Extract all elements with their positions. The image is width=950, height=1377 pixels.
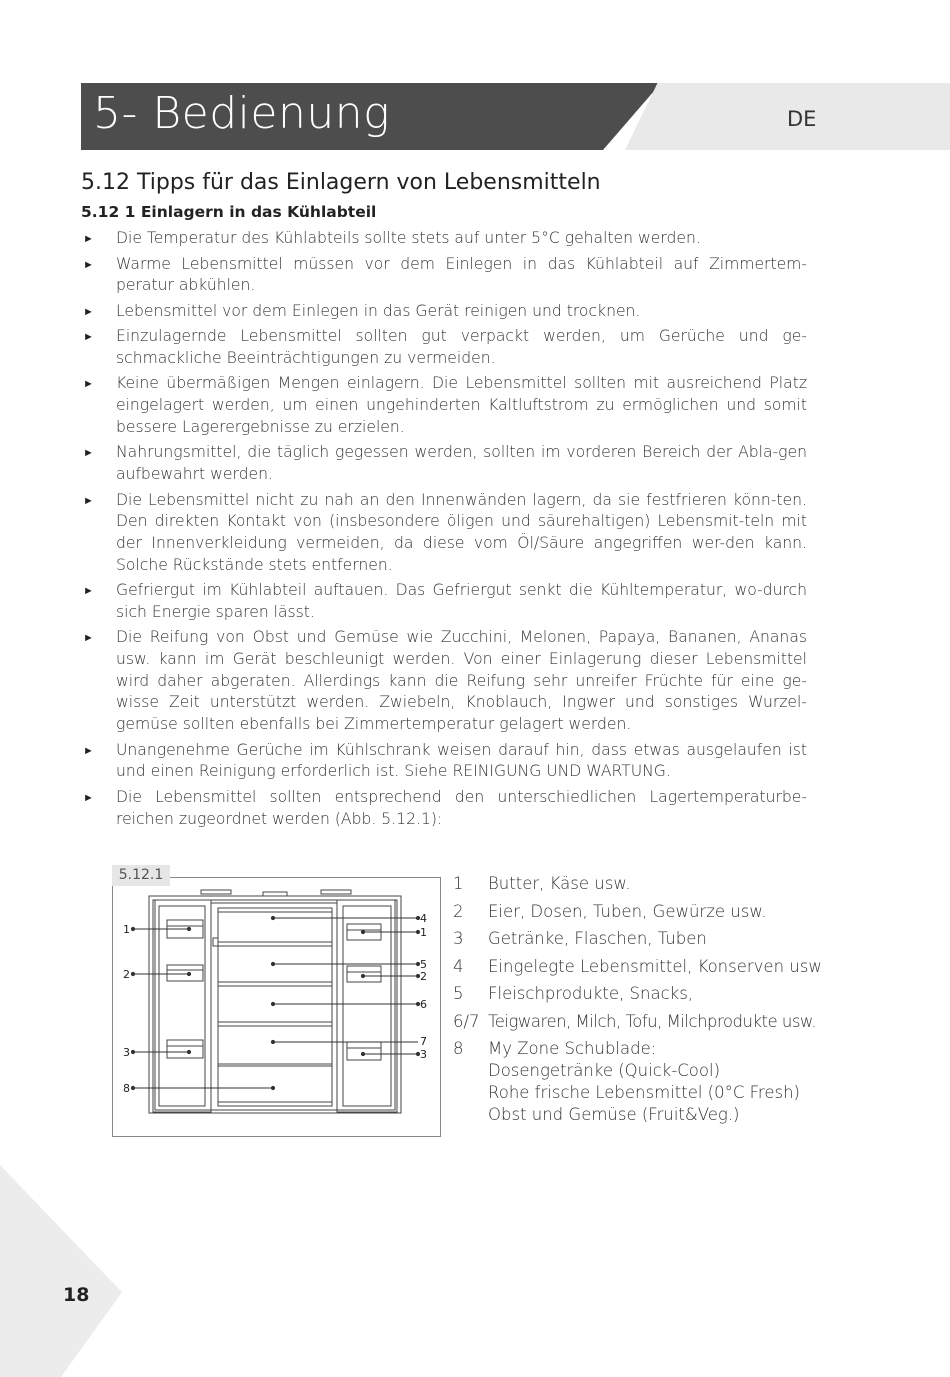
- list-item: [81, 326, 807, 369]
- callout-left-2: 2: [123, 968, 130, 981]
- legend-number: 3: [453, 929, 464, 948]
- bullet-arrow-icon: ►: [83, 743, 94, 757]
- fridge-diagram: [113, 878, 440, 1136]
- list-item: [81, 442, 807, 485]
- legend-item: [453, 901, 833, 923]
- bullet-arrow-icon: ►: [83, 584, 94, 598]
- fridge-top-edge: [149, 890, 401, 896]
- list-item-text: Die Lebensmittel nicht zu nah an den Innenwänden lagern, da sie festfrieren könn-ten. Den direkten Kontakt von (insbesondere öligen und säurehaltigen) Lebensmit-teln mit der Innenverkleidung vermeiden, da diese vom Öl/Säure angegriffen wer-den kann. Solche Rückstände stets entfernen.: [116, 490, 807, 574]
- callout-right-7: 7: [420, 1035, 427, 1048]
- section-title: 5.12 Tipps für das Einlagern von Lebensmitteln: [81, 170, 601, 195]
- legend-item: [453, 928, 833, 950]
- bullet-arrow-icon: ►: [83, 232, 94, 245]
- legend-number: 8: [453, 1039, 464, 1058]
- fridge-diagram-frame: [112, 877, 441, 1137]
- bullet-arrow-icon: ►: [83, 631, 94, 645]
- callout-right-1: 1: [420, 926, 427, 939]
- list-item-text: Die Temperatur des Kühlabteils sollte stets auf unter 5°C gehalten werden.: [116, 229, 701, 247]
- bullet-arrow-icon: ►: [83, 257, 94, 271]
- page-number: 18: [63, 1284, 90, 1306]
- legend-text: Eingelegte Lebensmittel, Konserven usw: [488, 956, 822, 976]
- fridge-cabinet: [211, 903, 337, 1113]
- figure-label: 5.12.1: [112, 865, 170, 886]
- list-item-text: Keine übermäßigen Mengen einlagern. Die Lebensmittel sollten mit ausreichend Platz eingelagert werden, um einen ungehinderten Kaltluftstrom zu ermöglichen und somit bessere Lagerergebnisse zu erzielen.: [116, 374, 807, 436]
- list-item-text: Warme Lebensmittel müssen vor dem Einlegen in das Kühlabteil auf Zimmertem-peratur abkühlen.: [116, 254, 807, 295]
- legend-item: [453, 1011, 833, 1033]
- legend-text: Eier, Dosen, Tuben, Gewürze usw.: [488, 901, 767, 921]
- legend-number: 4: [453, 956, 464, 976]
- bullet-arrow-icon: ►: [83, 330, 94, 344]
- legend-item: [453, 873, 833, 895]
- corner-decoration: [0, 1165, 122, 1377]
- left-door: [153, 900, 211, 1112]
- legend-item: [453, 956, 833, 978]
- callout-left-3: 3: [123, 1046, 130, 1059]
- legend-text: My Zone Schublade: Dosengetränke (Quick-Cool) Rohe frische Lebensmittel (0°C Fresh) Obst und Gemüse (Fruit&Veg.): [488, 1039, 800, 1124]
- list-item: [81, 490, 807, 577]
- legend-text: Teigwaren, Milch, Tofu, Milchprodukte usw.: [488, 1011, 817, 1031]
- legend-text: Butter, Käse usw.: [488, 874, 631, 893]
- legend-number: 2: [453, 901, 464, 921]
- list-item-text: Unangenehme Gerüche im Kühlschrank weisen darauf hin, dass etwas ausgelaufen ist und einen Reinigung erforderlich ist. Siehe REINIGUNG UND WARTUNG.: [116, 740, 807, 781]
- callout-right-5: 5: [420, 958, 427, 971]
- list-item-text: Die Lebensmittel sollten entsprechend den unterschiedlichen Lagertemperaturbe-reichen zugeordnet werden (Abb. 5.12.1):: [116, 787, 807, 828]
- figure-legend: [453, 873, 833, 1132]
- callout-left-1: 1: [123, 923, 130, 936]
- language-label: DE: [787, 107, 817, 131]
- list-item: [81, 627, 807, 736]
- chapter-title: 5- Bedienung: [93, 88, 391, 139]
- bullet-arrow-icon: ►: [83, 446, 94, 460]
- list-item-text: Einzulagernde Lebensmittel sollten gut verpackt werden, um Gerüche und ge-schmackliche Beeinträchtigungen zu vermeiden.: [116, 327, 807, 367]
- list-item: [81, 580, 807, 623]
- callout-right-6: 6: [420, 998, 427, 1011]
- bullet-arrow-icon: ►: [83, 377, 94, 391]
- list-item-text: Nahrungsmittel, die täglich gegessen werden, sollten im vorderen Bereich der Abla-gen aufbewahrt werden.: [116, 443, 807, 484]
- list-item-text: Die Reifung von Obst und Gemüse wie Zucchini, Melonen, Papaya, Bananen, Ananas usw. kann im Gerät beschleunigt werden. Von einer Einlagerung dieser Lebensmittel wird daher abgeraten. Allerdings kann die Reifung sehr unreifer Früchte für eine ge-wisse Zeit unterstützt werden. Zwiebeln, Knoblauch, Ingwer und sonstiges Wurzel-gemüse sollten ebenfalls bei Zimmertemperatur gelagert werden.: [116, 628, 807, 734]
- legend-number: 5: [453, 984, 464, 1003]
- bullet-arrow-icon: ►: [83, 304, 94, 318]
- bullet-arrow-icon: ►: [83, 493, 94, 507]
- bullet-arrow-icon: ►: [83, 790, 94, 804]
- list-item: [81, 740, 807, 783]
- legend-text: Fleischprodukte, Snacks,: [488, 984, 694, 1003]
- legend-item: [453, 983, 833, 1005]
- subsection-title: 5.12 1 Einlagern in das Kühlabteil: [81, 203, 377, 221]
- legend-number: 6/7: [453, 1011, 480, 1031]
- legend-item: [453, 1038, 833, 1126]
- callout-right-4: 4: [420, 912, 427, 925]
- legend-number: 1: [453, 874, 464, 893]
- tips-list: [81, 228, 807, 834]
- list-item: [81, 787, 807, 830]
- list-item-text: Gefriergut im Kühlabteil auftauen. Das Gefriergut senkt die Kühltemperatur, wo-durch sich Energie sparen lässt.: [116, 581, 807, 621]
- list-item: [81, 254, 807, 297]
- list-item: [81, 301, 807, 323]
- list-item: [81, 373, 807, 438]
- list-item: [81, 228, 807, 250]
- callout-right-3: 3: [420, 1048, 427, 1061]
- callout-left-8: 8: [123, 1082, 130, 1095]
- callout-right-2: 2: [420, 970, 427, 983]
- legend-text: Getränke, Flaschen, Tuben: [488, 929, 707, 948]
- list-item-text: Lebensmittel vor dem Einlegen in das Gerät reinigen und trocknen.: [116, 301, 641, 320]
